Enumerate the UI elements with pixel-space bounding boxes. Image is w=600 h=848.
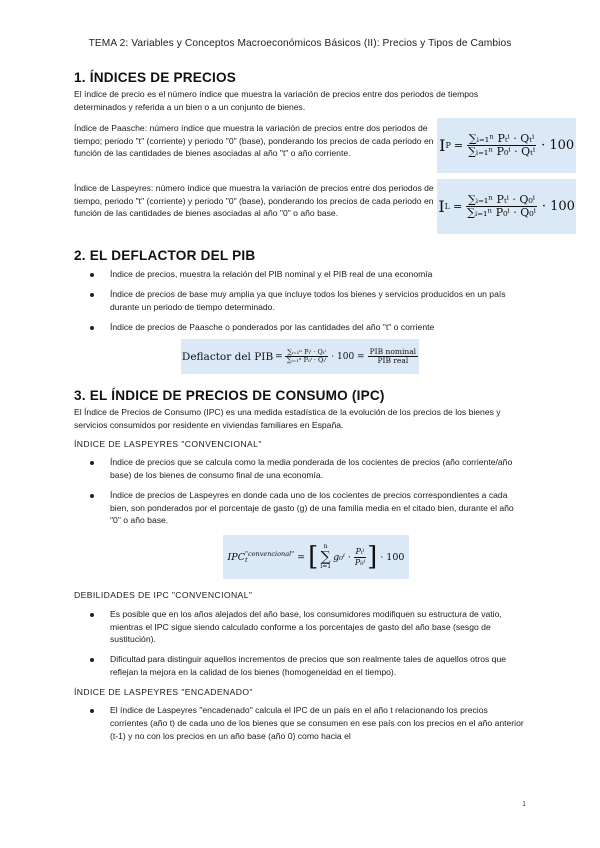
paasche-row bbox=[74, 122, 575, 173]
section-2-heading: 2. EL DEFLACTOR DEL PIB bbox=[74, 248, 256, 264]
ipc-sup: "convencional" bbox=[244, 549, 295, 558]
ipc-denominator: P₀ⁱ bbox=[354, 557, 366, 567]
paasche-formula-sub: P bbox=[445, 141, 451, 151]
ipc-fraction bbox=[353, 547, 367, 566]
list-item: Es posible que en los años alejados del año base, los consumidores modifiquen su estructura de vatio, mientras el IPC sigue siendo calculado conforme a los porcentajes de gasto del año base (sesgo de sustitución). bbox=[74, 608, 526, 646]
ipc-sub: t bbox=[244, 556, 248, 565]
deflactor-list bbox=[74, 268, 526, 333]
paasche-fraction bbox=[466, 133, 537, 159]
laspeyres-numerator: ∑ᵢ₌₁ⁿ Pₜⁱ · Q₀ⁱ bbox=[468, 192, 536, 206]
ipc-numerator: Pₜⁱ bbox=[355, 547, 365, 557]
list-item: El índice de Laspeyres "encadenado" calcula el IPC de un país en el año t relacionando los precios corrientes (año t) de cada uno de los bienes que se consumen en ese país con los precios en el año anterior (t-1) y no con los precios en un año base (año 0) como hacia el bbox=[74, 704, 526, 742]
laspeyres-text: Índice de Laspeyres: número índice que muestra la variación de precios entre dos periodos de tiempo, periodo "t" (corriente) y periodo "0" (base), ponderando los precios de cada periodo en función de las cantidades de bienes asociadas al año "0" o año base. bbox=[74, 183, 434, 219]
laspeyres-fraction bbox=[465, 194, 538, 220]
deflactor-denominator: ∑ᵢ₌₁ⁿ P₀ⁱ · Qₜⁱ bbox=[286, 356, 327, 365]
debilidades-list bbox=[74, 608, 526, 679]
paasche-numerator: ∑ᵢ₌₁ⁿ Pₜⁱ · Qₜⁱ bbox=[468, 131, 535, 145]
laspeyres-encadenado-list bbox=[74, 704, 526, 742]
laspeyres-formula: I L = $\frac{\text{∑ᵢ₌₁ⁿ Pₜⁱ · Q₀ⁱ}}{\text{∑ᵢ₌₁ⁿ P₀ⁱ · Q₀ⁱ}}$ · 100 bbox=[437, 179, 576, 234]
deflactor-fraction bbox=[285, 349, 329, 365]
page-number: 1 bbox=[522, 801, 526, 808]
list-item: Índice de precios de Paasche o ponderados por las cantidades del año "t" o corriente bbox=[74, 321, 526, 334]
ipc-weight: g₀ⁱ · bbox=[333, 551, 351, 563]
laspeyres-row bbox=[74, 182, 575, 234]
deflactor-formula: Deflactor del PIB = $\frac{\text{∑ᵢ₌₁ⁿ Pₜⁱ · Qₜⁱ}}{\text{∑ᵢ₌₁ⁿ P₀ⁱ · Qₜⁱ}}$ · 100 = $\frac{\text{PIB nominal}}{\text{PIB real}}$ bbox=[181, 339, 419, 374]
page-content bbox=[74, 70, 575, 743]
pib-nominal: PIB nominal bbox=[369, 346, 417, 356]
deflactor-factor: · 100 = bbox=[331, 351, 365, 362]
paasche-factor: · 100 bbox=[541, 138, 575, 154]
list-item: Índice de precios de Laspeyres en donde cada uno de los cocientes de precios correspondientes a cada bien, son ponderados por el porcentaje de gasto (g) de una familia media en el citado bien, durante el año "0" o año base. bbox=[74, 489, 526, 527]
list-item: Índice de precios, muestra la relación del PIB nominal y el PIB real de una economía bbox=[74, 268, 526, 281]
paasche-text: Índice de Paasche: número índice que muestra la variación de precios entre dos periodos de tiempo; periodo "t" (corriente) y periodo "0" (base), ponderando los precios de cada periodo en función de las cantidades de bienes asociadas al año "t" o año corriente. bbox=[74, 123, 434, 159]
deflactor-formula-label: Deflactor del PIB bbox=[181, 350, 274, 363]
list-item: Índice de precios de base muy amplia ya que incluye todos los bienes y servicios producidos en un país durante un periodo de tiempo determinado. bbox=[74, 288, 526, 314]
laspeyres-denominator: ∑ᵢ₌₁ⁿ P₀ⁱ · Q₀ⁱ bbox=[467, 206, 536, 220]
deflactor-pib-fraction bbox=[368, 348, 418, 366]
debilidades-subheading: DEBILIDADES DE IPC "CONVENCIONAL" bbox=[74, 590, 253, 601]
section-1-intro: El índice de precio es el número índice que muestra la variación de precios entre dos periodos de tiempos determinados y referida a un bien o a un conjunto de bienes. bbox=[74, 89, 479, 112]
paasche-formula-lhs: I bbox=[439, 136, 446, 156]
paasche-formula: I P = $\frac{\text{∑ᵢ₌₁ⁿ Pₜⁱ · Qₜⁱ}}{\text{∑ᵢ₌₁ⁿ P₀ⁱ · Qₜⁱ}}$ · 100 bbox=[437, 118, 576, 173]
section-3-heading: 3. EL ÍNDICE DE PRECIOS DE CONSUMO (IPC) bbox=[74, 388, 385, 404]
ipc-factor: · 100 bbox=[380, 551, 405, 563]
list-item: Dificultad para distinguir aquellos incrementos de precios que son realmente tales de aquellos otros que reflejan la mejora en la calidad de los bienes (homogeneidad en el tiempo). bbox=[74, 653, 526, 679]
ipc-sum-top: n bbox=[323, 543, 328, 551]
list-item: Índice de precios que se calcula como la media ponderada de los cocientes de precios (año corriente/año base) de los bienes de consumo final de una economía. bbox=[74, 456, 526, 482]
laspeyres-convencional-subheading: ÍNDICE DE LASPEYRES "CONVENCIONAL" bbox=[74, 438, 262, 449]
pib-real: PIB real bbox=[377, 356, 409, 366]
ipc-formula: IPC "convencional" t = [ n ∑ i=1 g₀ⁱ · $\frac{\text{Pₜⁱ}}{\text{P₀ⁱ}}$ ] · 100 bbox=[223, 535, 409, 579]
deflactor-numerator: ∑ᵢ₌₁ⁿ Pₜⁱ · Qₜⁱ bbox=[287, 347, 326, 356]
page-header: TEMA 2: Variables y Conceptos Macroeconómicos Básicos (II): Precios y Tipos de Cambios bbox=[88, 38, 512, 49]
ipc-lhs: IPC bbox=[227, 551, 245, 563]
laspeyres-factor: · 100 bbox=[541, 199, 575, 215]
laspeyres-convencional-list bbox=[74, 456, 526, 527]
ipc-sum-bottom: i=1 bbox=[320, 563, 332, 571]
section-3-intro: El Índice de Precios de Consumo (IPC) es una medida estadística de la evolución de los precios de los bienes y servicios consumidos por residente en viviendas familiares en España. bbox=[74, 407, 501, 430]
paasche-denominator: ∑ᵢ₌₁ⁿ P₀ⁱ · Qₜⁱ bbox=[468, 145, 536, 159]
laspeyres-encadenado-subheading: ÍNDICE DE LASPEYRES "ENCADENADO" bbox=[74, 686, 253, 697]
laspeyres-formula-lhs: I bbox=[438, 197, 445, 217]
laspeyres-formula-sub: L bbox=[444, 202, 450, 212]
section-1-heading: 1. ÍNDICES DE PRECIOS bbox=[74, 70, 237, 85]
